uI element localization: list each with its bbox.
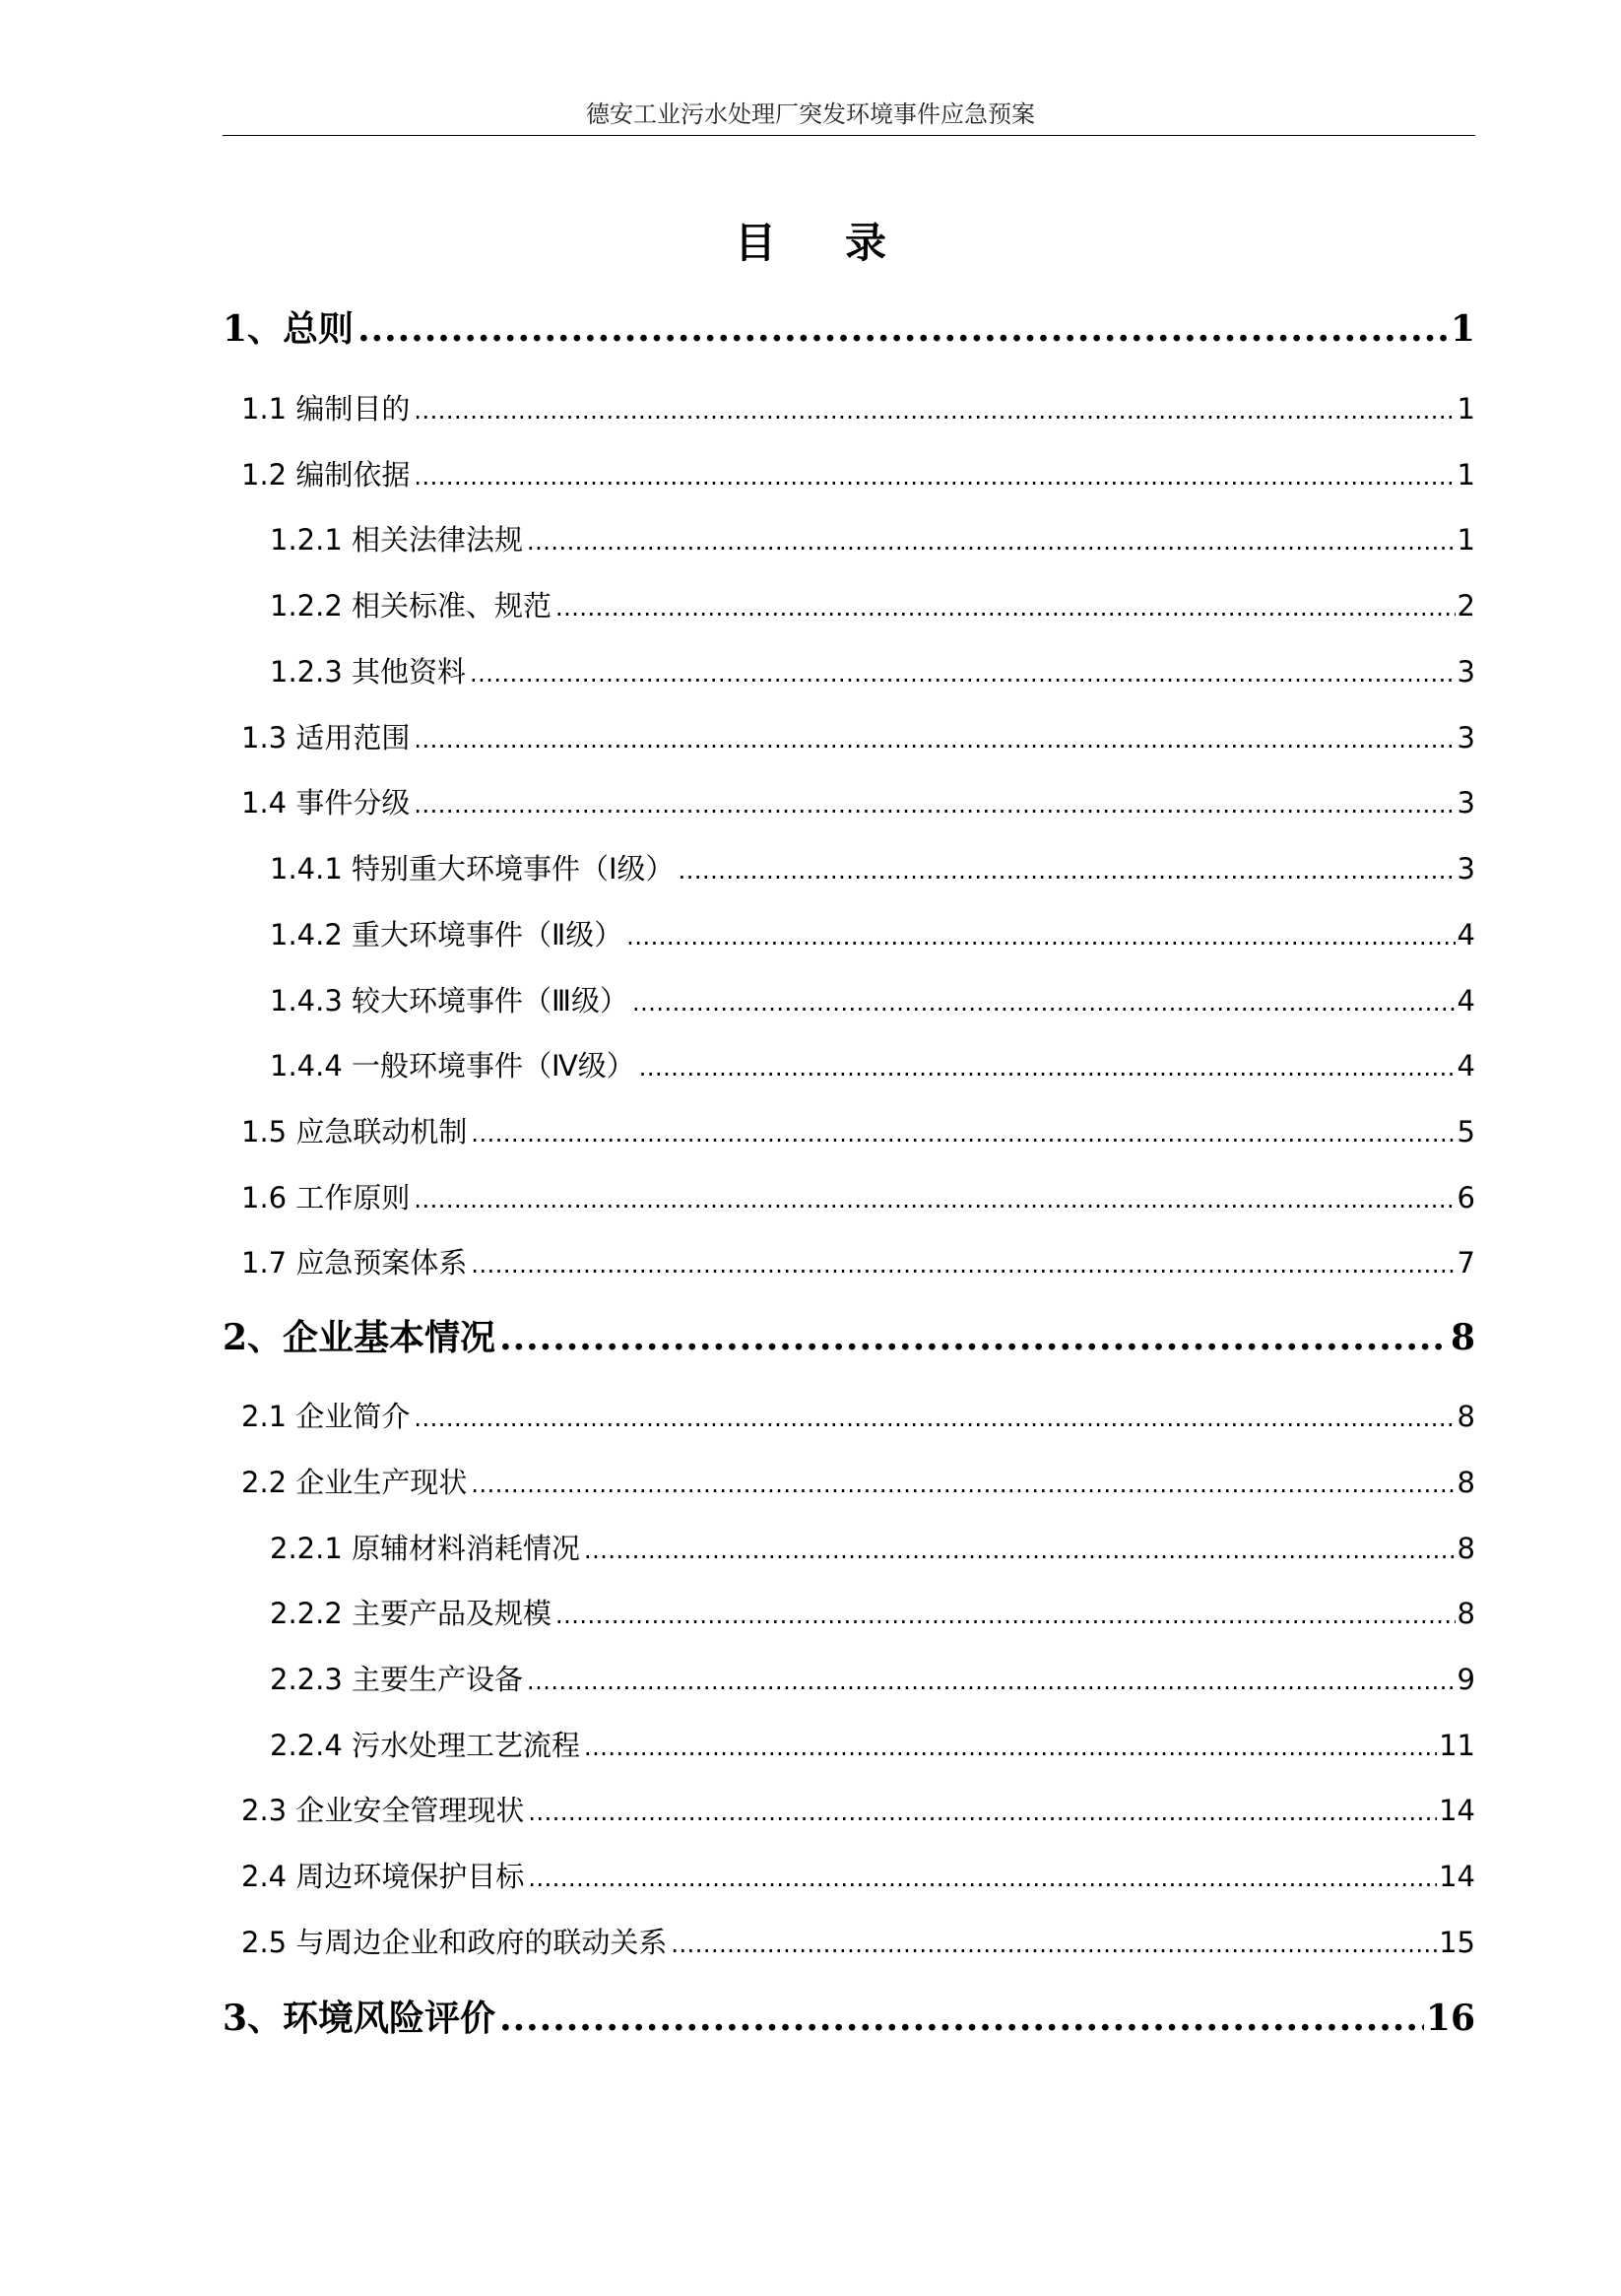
toc-entry-label: 1.4 事件分级	[241, 786, 411, 820]
toc-dot-leader	[499, 1998, 1424, 2039]
toc-entry-page: 3	[1457, 655, 1475, 689]
toc-entry-page: 7	[1457, 1246, 1475, 1279]
toc-entry-page: 4	[1457, 918, 1475, 951]
toc-entry-page: 8	[1450, 1317, 1475, 1358]
toc-dot-leader	[555, 594, 1456, 622]
toc-entry-page: 6	[1457, 1181, 1475, 1214]
toc-dot-leader	[626, 923, 1455, 951]
toc-entry-label: 2.5 与周边企业和政府的联动关系	[241, 1926, 668, 1959]
toc-entry-page: 3	[1457, 786, 1475, 820]
toc-dot-leader	[414, 726, 1455, 754]
toc-entry[interactable]	[270, 1044, 1475, 1084]
toc-entry[interactable]	[241, 387, 1475, 427]
toc-entry-page: 1	[1457, 392, 1475, 426]
toc-entry[interactable]	[223, 1991, 1475, 2041]
toc-entry-page: 4	[1457, 984, 1475, 1017]
toc-dot-leader	[414, 1186, 1455, 1214]
toc-dot-leader	[639, 1054, 1456, 1082]
toc-entry-label: 1、总则	[223, 308, 355, 350]
toc-entry-label: 2、企业基本情况	[223, 1317, 496, 1358]
toc-entry-label: 1.4.1 特别重大环境事件（Ⅰ级）	[270, 852, 675, 886]
toc-entry-label: 1.2.2 相关标准、规范	[270, 589, 552, 623]
toc-entry-page: 4	[1457, 1049, 1475, 1082]
toc-entry[interactable]	[241, 1176, 1475, 1216]
toc-entry-label: 1.2.1 相关法律法规	[270, 523, 524, 557]
toc-entry[interactable]	[241, 1110, 1475, 1150]
toc-entry-page: 15	[1439, 1926, 1475, 1959]
toc-dot-leader	[528, 1865, 1437, 1892]
toc-dot-leader	[527, 528, 1456, 556]
toc-entry-page: 8	[1457, 1400, 1475, 1433]
toc-entry-page: 16	[1425, 1998, 1475, 2039]
toc-dot-leader	[414, 397, 1455, 425]
toc-entry[interactable]	[270, 584, 1475, 624]
toc-entry-label: 3、环境风险评价	[223, 1998, 496, 2039]
toc-entry[interactable]	[241, 1921, 1475, 1961]
toc-entry-label: 1.3 适用范围	[241, 721, 411, 754]
toc-entry[interactable]	[241, 716, 1475, 756]
toc-entry-page: 3	[1457, 721, 1475, 754]
toc-entry-page: 14	[1439, 1860, 1475, 1893]
toc-heading: 目录	[734, 219, 955, 267]
toc-dot-leader	[584, 1537, 1456, 1564]
toc-dot-leader	[632, 989, 1456, 1017]
toc-entry-label: 1.5 应急联动机制	[241, 1115, 468, 1148]
toc-entry[interactable]	[241, 781, 1475, 821]
toc-entry[interactable]	[270, 913, 1475, 953]
toc-entry-label: 2.2 企业生产现状	[241, 1466, 468, 1499]
toc-entry-label: 2.2.1 原辅材料消耗情况	[270, 1532, 581, 1565]
toc-entry-page: 9	[1457, 1663, 1475, 1696]
toc-entry[interactable]	[223, 301, 1475, 352]
toc-entry-label: 1.1 编制目的	[241, 392, 411, 426]
toc-entry-label: 1.2 编制依据	[241, 458, 411, 492]
toc-entry[interactable]	[270, 1658, 1475, 1698]
toc-entry[interactable]	[241, 453, 1475, 493]
toc-entry-page: 11	[1439, 1729, 1475, 1762]
toc-entry-page: 5	[1457, 1115, 1475, 1148]
toc-dot-leader	[471, 1120, 1455, 1148]
toc-dot-leader	[471, 1251, 1455, 1279]
toc-dot-leader	[584, 1734, 1437, 1761]
toc-entry[interactable]	[270, 847, 1475, 887]
toc-entry-page: 14	[1439, 1794, 1475, 1827]
toc-entry[interactable]	[270, 518, 1475, 558]
toc-entry[interactable]	[270, 1527, 1475, 1567]
running-header-title: 德安工业污水处理厂突发环境事件应急预案	[586, 100, 1035, 128]
toc-dot-leader	[414, 1405, 1455, 1432]
toc-entry-label: 2.2.2 主要产品及规模	[270, 1597, 552, 1630]
toc-dot-leader	[527, 1668, 1456, 1695]
toc-entry[interactable]	[241, 1395, 1475, 1435]
toc-dot-leader	[499, 1317, 1449, 1358]
toc-dot-leader	[679, 857, 1456, 885]
toc-entry[interactable]	[270, 979, 1475, 1019]
toc-dot-leader	[414, 791, 1455, 819]
toc-entry[interactable]	[241, 1855, 1475, 1895]
toc-entry-label: 1.4.4 一般环境事件（Ⅳ级）	[270, 1049, 635, 1082]
toc-entry-page: 3	[1457, 852, 1475, 886]
toc-entry[interactable]	[270, 1724, 1475, 1764]
toc-dot-leader	[471, 1471, 1455, 1498]
toc-entry-label: 1.6 工作原则	[241, 1181, 411, 1214]
toc-dot-leader	[414, 463, 1455, 491]
toc-dot-leader	[555, 1602, 1456, 1629]
toc-entry-page: 8	[1457, 1597, 1475, 1630]
toc-entry[interactable]	[223, 1310, 1475, 1360]
toc-dot-leader	[470, 660, 1456, 688]
toc-entry-label: 1.2.3 其他资料	[270, 655, 467, 689]
toc-entry-label: 1.4.2 重大环境事件（Ⅱ级）	[270, 918, 623, 951]
toc-entry[interactable]	[241, 1789, 1475, 1829]
toc-entry[interactable]	[270, 650, 1475, 690]
toc-entry-page: 8	[1457, 1466, 1475, 1499]
toc-entry-label: 2.2.4 污水处理工艺流程	[270, 1729, 581, 1762]
toc-entry-page: 2	[1457, 589, 1475, 623]
toc-entry-label: 2.2.3 主要生产设备	[270, 1663, 524, 1696]
toc-entry-label: 2.1 企业简介	[241, 1400, 411, 1433]
toc-entry-page: 8	[1457, 1532, 1475, 1565]
toc-entry-label: 1.7 应急预案体系	[241, 1246, 468, 1279]
toc-entry-label: 2.3 企业安全管理现状	[241, 1794, 525, 1827]
toc-entry[interactable]	[241, 1241, 1475, 1281]
toc-dot-leader	[671, 1931, 1437, 1958]
toc-entry-page: 1	[1450, 308, 1475, 350]
toc-entry-label: 1.4.3 较大环境事件（Ⅲ级）	[270, 984, 629, 1017]
toc-entry[interactable]	[241, 1461, 1475, 1501]
toc-dot-leader	[357, 308, 1449, 350]
toc-entry[interactable]	[270, 1592, 1475, 1632]
toc-entry-page: 1	[1457, 523, 1475, 557]
toc-entry-label: 2.4 周边环境保护目标	[241, 1860, 525, 1893]
toc-dot-leader	[528, 1799, 1437, 1826]
toc-entry-page: 1	[1457, 458, 1475, 492]
